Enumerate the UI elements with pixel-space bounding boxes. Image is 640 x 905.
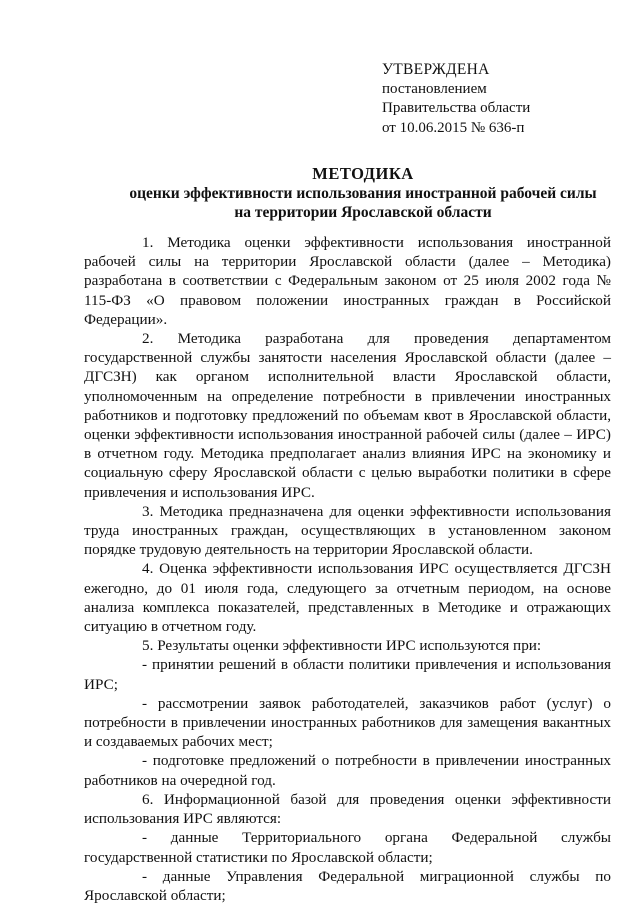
paragraph-2: 2. Методика разработана для проведения департаментом государственной службы занятости населения Ярославской области (далее – ДГСЗН) как органом исполнительной власти Ярославской области, уполномоченным на определение потребности в привлечении иностранных работников и подготовку предложений по объемам квот в Ярославской области, оценки эффективности использования иностранной рабочей силы (далее – ИРС) в отчетном году. Методика предполагает анализ влияния ИРС на экономику и социальную сферу Ярославской области с целью выработки политики в сфере привлечения и использования ИРС. [84,330,611,501]
approval-line-government: Правительства области [382,100,531,116]
paragraph-1: 1. Методика оценки эффективности использования иностранной рабочей силы на территории Ярославской области (далее – Методика) разработана в соответствии с Федеральным законом от 25 июля 2002 года № 115-ФЗ «О правовом положении иностранных граждан в Российской Федерации». [84,234,611,328]
list-item: - подготовке предложений о потребности в привлечении иностранных работников на очередной год. [84,752,611,789]
approval-line-decree: постановлением [382,80,487,97]
approval-stamp [382,60,530,138]
title-subtitle-line1: оценки эффективности использования иностранной рабочей силы [129,184,597,202]
list-item: - рассмотрении заявок работодателей, заказчиков работ (услуг) о потребности в привлечении иностранных работников для замещения вакантных и создаваемых рабочих мест; [84,694,611,751]
paragraph-3: 3. Методика предназначена для оценки эффективности использования труда иностранных граждан, осуществляющих в установленном законом порядке трудовую деятельность на территории Ярославской области. [84,502,611,559]
paragraph-5: 5. Результаты оценки эффективности ИРС используются при: [142,637,542,655]
title-subtitle-line2: на территории Ярославской области [234,204,492,221]
list-item: - данные Территориального органа Федеральной службы государственной статистики по Ярославской области; [84,829,611,866]
document-title [90,164,636,223]
title-main: МЕТОДИКА [312,164,414,183]
document-body [84,233,611,905]
approval-heading: УТВЕРЖДЕНА [382,61,490,78]
list-item: - принятии решений в области политики привлечения и использования ИРС; [84,656,611,693]
paragraph-6: 6. Информационной базой для проведения оценки эффективности использования ИРС являются: [84,790,611,828]
list-item: - данные Управления Федеральной миграционной службы по Ярославской области; [84,867,611,904]
paragraph-4: 4. Оценка эффективности использования ИРС осуществляется ДГСЗН ежегодно, до 01 июля года, следующего за отчетным периодом, на основе анализа комплекса показателей, представленных в Методике и отражающих ситуацию в отчетном году. [84,560,611,636]
approval-line-date-number: от 10.06.2015 № 636-п [382,119,525,136]
